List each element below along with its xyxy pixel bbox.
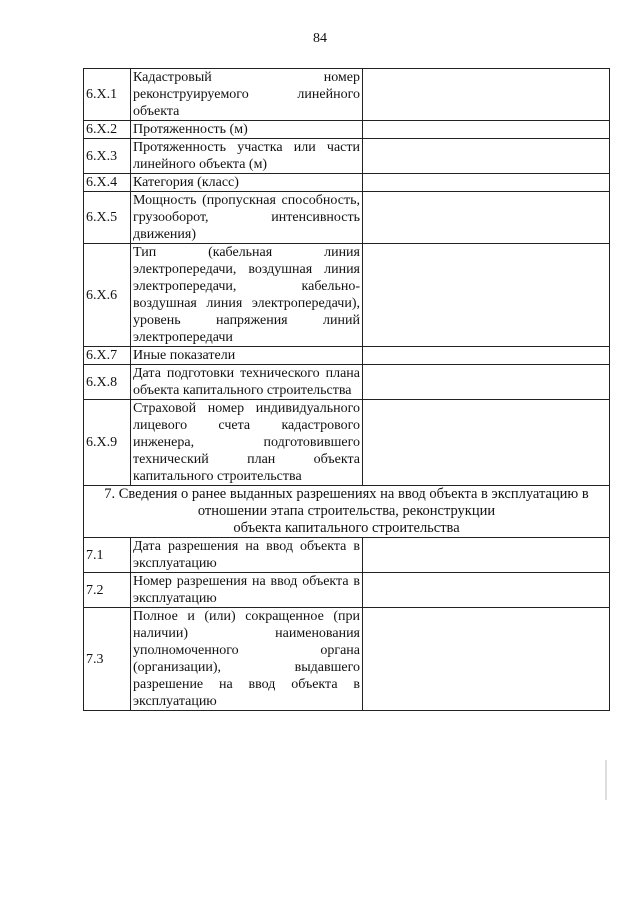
row-label: Протяженность (м) — [131, 121, 363, 139]
row-value — [363, 121, 610, 139]
row-label: Тип (кабельная линия электропередачи, воздушная линия электропередачи, кабельно-воздушная линия электропередачи), уровень напряжения линий электропередачи — [131, 244, 363, 347]
row-value — [363, 347, 610, 365]
row-value — [363, 573, 610, 608]
page-number: 84 — [313, 31, 327, 46]
row-number: 6.X.1 — [84, 69, 131, 121]
section-heading-row — [84, 486, 610, 538]
row-label: Иные показатели — [131, 347, 363, 365]
row-label: Страховой номер индивидуального лицевого счета кадастрового инженера, подготовившего технический план объекта капитального строительства — [131, 400, 363, 486]
table-row — [84, 347, 610, 365]
row-value — [363, 538, 610, 573]
row-value — [363, 365, 610, 400]
row-label: Дата подготовки технического плана объекта капитального строительства — [131, 365, 363, 400]
section-title-line: объекта капитального строительства — [233, 520, 460, 536]
section-title-line: отношении этапа строительства, реконструкции — [197, 503, 496, 519]
table-row — [84, 69, 610, 121]
row-label: Полное и (или) сокращенное (при наличии) наименования уполномоченного органа (организации), выдавшего разрешение на ввод объекта в эксплуатацию — [131, 608, 363, 711]
form-table — [83, 68, 610, 711]
row-number: 6.X.2 — [84, 121, 131, 139]
table-row — [84, 174, 610, 192]
row-label: Категория (класс) — [131, 174, 363, 192]
row-value — [363, 174, 610, 192]
table-row — [84, 121, 610, 139]
row-number: 6.X.8 — [84, 365, 131, 400]
row-number: 7.1 — [84, 538, 131, 573]
table-row — [84, 192, 610, 244]
table-row — [84, 244, 610, 347]
scan-artifact — [605, 760, 607, 800]
table-row — [84, 573, 610, 608]
table-row — [84, 538, 610, 573]
row-value — [363, 400, 610, 486]
row-number: 6.X.6 — [84, 244, 131, 347]
row-number: 6.X.7 — [84, 347, 131, 365]
row-number: 6.X.4 — [84, 174, 131, 192]
table-row — [84, 365, 610, 400]
row-label: Мощность (пропускная способность, грузооборот, интенсивность движения) — [131, 192, 363, 244]
row-value — [363, 608, 610, 711]
section-7-heading — [84, 486, 610, 538]
row-label: Протяженность участка или части линейного объекта (м) — [131, 139, 363, 174]
row-value — [363, 69, 610, 121]
table-row — [84, 400, 610, 486]
row-value — [363, 192, 610, 244]
row-number: 6.X.9 — [84, 400, 131, 486]
row-label: Дата разрешения на ввод объекта в эксплуатацию — [131, 538, 363, 573]
table-row — [84, 608, 610, 711]
row-label: Номер разрешения на ввод объекта в эксплуатацию — [131, 573, 363, 608]
row-number: 7.2 — [84, 573, 131, 608]
row-number: 6.X.3 — [84, 139, 131, 174]
row-value — [363, 244, 610, 347]
table-row — [84, 139, 610, 174]
row-number: 6.X.5 — [84, 192, 131, 244]
row-label: Кадастровый номер реконструируемого линейного объекта — [131, 69, 363, 121]
row-value — [363, 139, 610, 174]
row-number: 7.3 — [84, 608, 131, 711]
section-title-line: 7. Сведения о ранее выданных разрешениях на ввод объекта в эксплуатацию в — [104, 486, 589, 502]
